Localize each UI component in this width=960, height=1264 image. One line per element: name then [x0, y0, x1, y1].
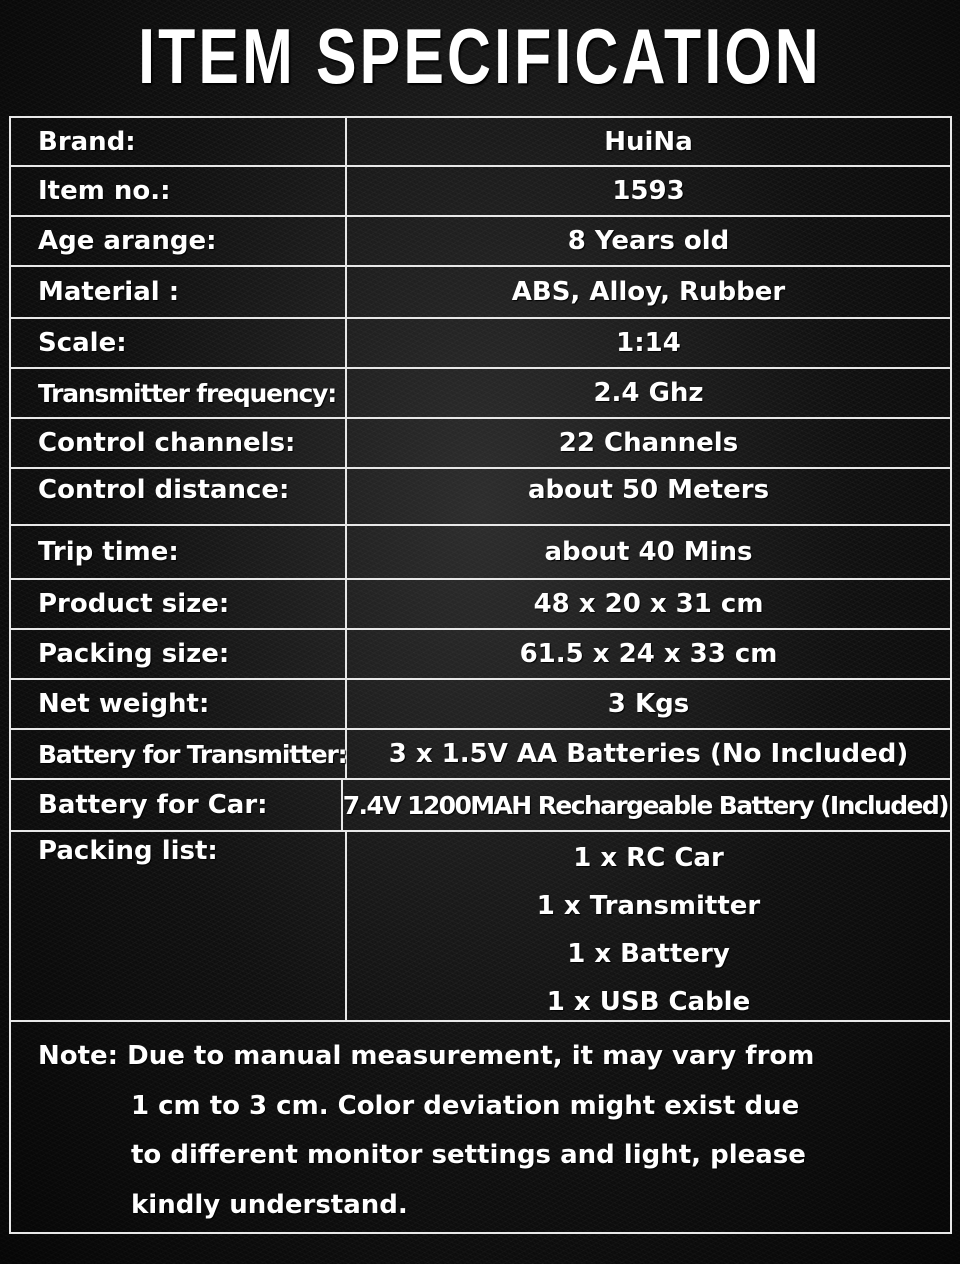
spec-value: 61.5 x 24 x 33 cm: [519, 639, 778, 669]
spec-row-packing-size: [11, 630, 950, 680]
spec-row-trip-time: [11, 526, 950, 580]
spec-value: ABS, Alloy, Rubber: [511, 277, 786, 307]
packing-list-item: 1 x USB Cable: [546, 987, 751, 1017]
spec-row-material: [11, 267, 950, 319]
spec-value: 2.4 Ghz: [593, 378, 704, 408]
packing-list-item: 1 x RC Car: [573, 843, 724, 873]
note-line: 1 cm to 3 cm. Color deviation might exist due: [131, 1090, 800, 1121]
spec-row-battery-car: [11, 780, 950, 832]
spec-value: about 40 Mins: [544, 537, 753, 567]
spec-value: 1593: [612, 176, 685, 206]
spec-row-control-distance: [11, 469, 950, 526]
spec-row-age-range: [11, 217, 950, 267]
packing-list-items: [347, 832, 950, 1020]
spec-row-product-size: [11, 580, 950, 630]
spec-row-control-channels: [11, 419, 950, 469]
packing-list-item: 1 x Transmitter: [536, 891, 761, 921]
spec-row-net-weight: [11, 680, 950, 730]
spec-label: Net weight:: [11, 680, 347, 728]
spec-value: 3 x 1.5V AA Batteries (No Included): [388, 739, 909, 769]
spec-value: HuiNa: [604, 126, 693, 157]
spec-value: 8 Years old: [567, 226, 730, 256]
spec-label: Packing list:: [11, 832, 347, 1020]
spec-label: Scale:: [11, 319, 347, 367]
spec-label: Product size:: [11, 580, 347, 628]
spec-row-packing-list: [11, 832, 950, 1022]
spec-row-transmitter-frequency: [11, 369, 950, 419]
spec-label: Control distance:: [11, 469, 347, 524]
spec-row-battery-transmitter: [11, 730, 950, 780]
spec-value: 22 Channels: [558, 428, 739, 458]
spec-label: Battery for Car:: [11, 780, 343, 830]
spec-label: Packing size:: [11, 630, 347, 678]
note-line: to different monitor settings and light, please: [131, 1140, 806, 1170]
note-line: Note: Due to manual measurement, it may vary from: [38, 1041, 815, 1071]
spec-label: Trip time:: [11, 526, 347, 578]
spec-value: 7.4V 1200MAH Rechargeable Battery (Included): [342, 790, 948, 820]
spec-row-brand: [11, 118, 950, 167]
spec-label: Material :: [11, 267, 347, 317]
spec-row-scale: [11, 319, 950, 369]
spec-label: Battery for Transmitter:: [11, 730, 347, 778]
packing-list-item: 1 x Battery: [567, 939, 730, 969]
spec-label: Age arange:: [11, 217, 347, 265]
spec-value: 1:14: [616, 328, 681, 358]
spec-value: 48 x 20 x 31 cm: [533, 589, 764, 619]
note-line: kindly understand.: [131, 1189, 408, 1220]
spec-label: Control channels:: [11, 419, 347, 467]
spec-table: [9, 116, 952, 1234]
spec-label: Transmitter frequency:: [11, 369, 347, 417]
spec-label: Item no.:: [11, 167, 347, 215]
spec-value: 3 Kgs: [607, 689, 690, 719]
spec-label: Brand:: [11, 118, 347, 165]
spec-row-item-no: [11, 167, 950, 217]
page-title: ITEM SPECIFICATION: [138, 12, 822, 100]
disclaimer-note: [11, 1022, 950, 1232]
spec-value: about 50 Meters: [527, 475, 770, 505]
